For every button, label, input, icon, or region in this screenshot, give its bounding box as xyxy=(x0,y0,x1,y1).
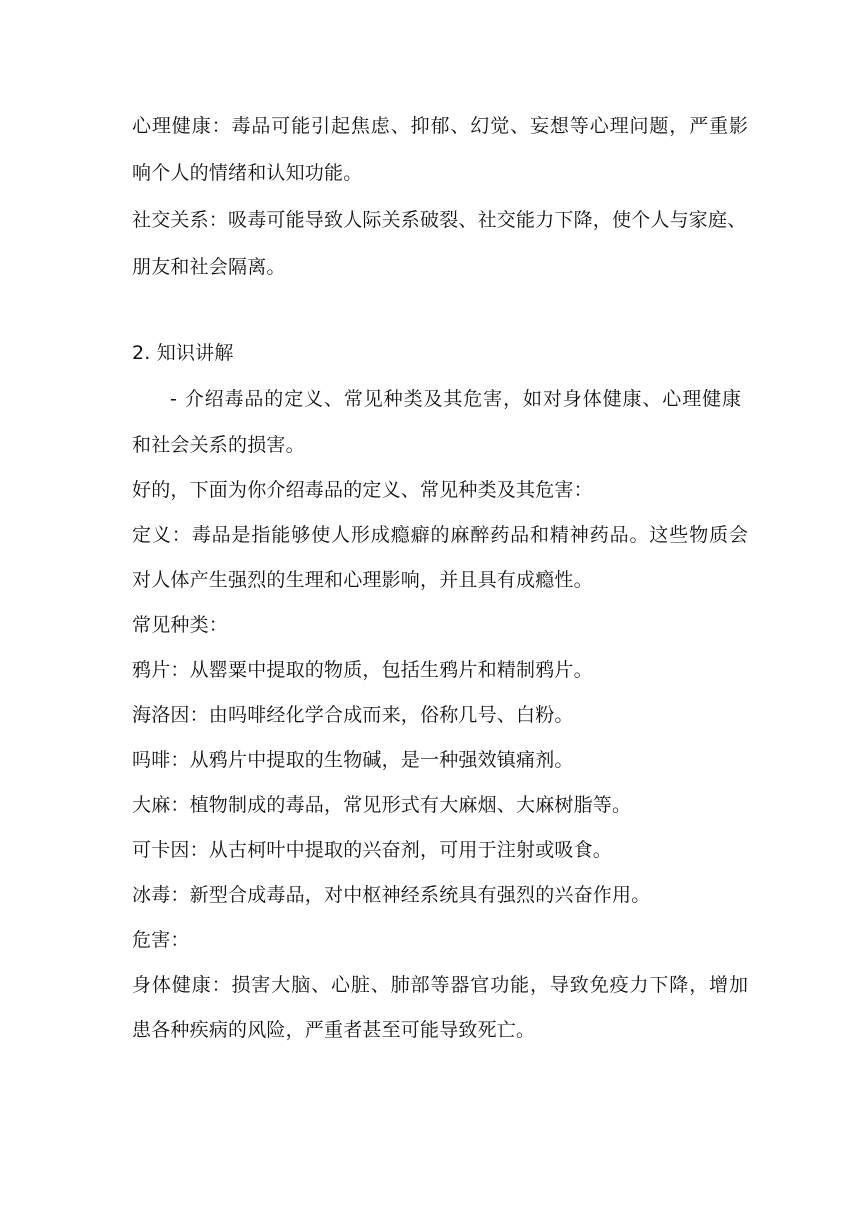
list-item-cannabis: 大麻：植物制成的毒品，常见形式有大麻烟、大麻树脂等。 xyxy=(132,794,632,816)
list-item-opium: 鸦片：从罂粟中提取的物质，包括生鸦片和精制鸦片。 xyxy=(132,659,593,681)
paragraph-social-relations-line-2: 朋友和社会隔离。 xyxy=(132,256,286,278)
bullet-intro-line-2: 和社会关系的损害。 xyxy=(132,434,305,456)
paragraph-mental-health-line-2: 响个人的情绪和认知功能。 xyxy=(132,162,363,184)
paragraph-definition-line-2: 对人体产生强烈的生理和心理影响，并且具有成瘾性。 xyxy=(132,569,593,591)
list-item-cocaine: 可卡因：从古柯叶中提取的兴奋剂，可用于注射或吸食。 xyxy=(132,839,613,861)
list-item-heroin: 海洛因：由吗啡经化学合成而来，俗称几号、白粉。 xyxy=(132,704,574,726)
list-item-methamphetamine: 冰毒：新型合成毒品，对中枢神经系统具有强烈的兴奋作用。 xyxy=(132,884,651,906)
paragraph-social-relations-line-1: 社交关系：吸毒可能导致人际关系破裂、社交能力下降，使个人与家庭、 xyxy=(132,209,747,231)
bullet-intro-line-1: - 介绍毒品的定义、常见种类及其危害，如对身体健康、心理健康 xyxy=(170,388,742,410)
paragraph-mental-health-line-1: 心理健康：毒品可能引起焦虑、抑郁、幻觉、妄想等心理问题，严重影 xyxy=(132,115,749,137)
paragraph-physical-health-line-1: 身体健康：损害大脑、心脏、肺部等器官功能，导致免疫力下降，增加 xyxy=(132,974,749,996)
list-item-morphine: 吗啡：从鸦片中提取的生物碱，是一种强效镇痛剂。 xyxy=(132,749,574,771)
section-heading-knowledge: 2. 知识讲解 xyxy=(132,342,234,364)
paragraph-intro-response: 好的，下面为你介绍毒品的定义、常见种类及其危害： xyxy=(132,479,593,501)
paragraph-physical-health-line-2: 患各种疾病的风险，严重者甚至可能导致死亡。 xyxy=(132,1019,536,1041)
paragraph-definition-line-1: 定义：毒品是指能够使人形成瘾癖的麻醉药品和精神药品。这些物质会 xyxy=(132,524,749,546)
heading-harms: 危害： xyxy=(132,929,190,951)
heading-common-types: 常见种类： xyxy=(132,614,229,636)
